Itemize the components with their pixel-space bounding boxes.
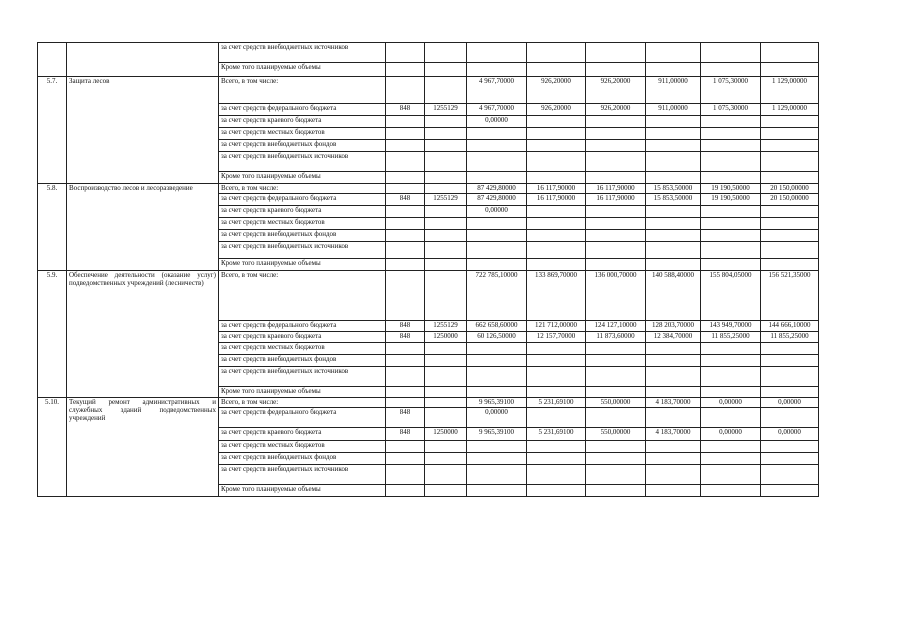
year-value xyxy=(701,140,761,152)
year-value xyxy=(646,387,701,398)
year-value xyxy=(646,116,701,128)
year-value: 143 949,70000 xyxy=(701,321,761,332)
funding-source: за счет средств федерального бюджета xyxy=(219,408,386,428)
year-value xyxy=(527,453,586,465)
funding-source: за счет средств внебюджетных источников xyxy=(219,465,386,485)
year-value: 124 127,10000 xyxy=(586,321,646,332)
year-value: 144 666,10000 xyxy=(761,321,819,332)
year-value xyxy=(586,485,646,497)
year-value xyxy=(527,441,586,453)
year-value: 155 804,05000 xyxy=(701,271,761,321)
year-value: 16 117,90000 xyxy=(527,184,586,194)
item-number xyxy=(38,43,67,77)
year-value xyxy=(701,485,761,497)
year-value xyxy=(761,152,819,172)
budget-code xyxy=(386,230,425,242)
year-value xyxy=(701,230,761,242)
table-row xyxy=(38,77,819,104)
budget-code xyxy=(386,259,425,271)
year-value: 0,00000 xyxy=(761,398,819,408)
funding-source: Всего, в том числе: xyxy=(219,77,386,104)
budget-code xyxy=(386,441,425,453)
table-row xyxy=(38,43,819,63)
budget-code xyxy=(386,218,425,230)
year-value xyxy=(586,441,646,453)
item-name xyxy=(67,43,219,77)
year-value: 156 521,35000 xyxy=(761,271,819,321)
year-value xyxy=(701,367,761,387)
year-value xyxy=(527,242,586,259)
year-value xyxy=(646,441,701,453)
budget-code: 848 xyxy=(386,194,425,206)
total-value xyxy=(467,230,527,242)
funding-source: за счет средств федерального бюджета xyxy=(219,194,386,206)
year-value xyxy=(527,172,586,184)
total-value: 60 126,50000 xyxy=(467,332,527,343)
year-value: 550,00000 xyxy=(586,398,646,408)
total-value: 87 429,80000 xyxy=(467,194,527,206)
table-row xyxy=(38,271,819,321)
year-value xyxy=(586,453,646,465)
year-value: 0,00000 xyxy=(701,428,761,441)
item-name: Текущий ремонт административных и служебных зданий подведомственных учреждений xyxy=(67,398,219,497)
total-value: 9 965,39100 xyxy=(467,398,527,408)
year-value: 15 853,50000 xyxy=(646,184,701,194)
year-value xyxy=(586,172,646,184)
budget-subcode xyxy=(425,398,467,408)
year-value: 550,00000 xyxy=(586,428,646,441)
year-value xyxy=(527,152,586,172)
budget-subcode xyxy=(425,172,467,184)
year-value: 15 853,50000 xyxy=(646,194,701,206)
year-value xyxy=(701,441,761,453)
funding-source: за счет средств внебюджетных фондов xyxy=(219,453,386,465)
budget-code xyxy=(386,271,425,321)
year-value xyxy=(646,63,701,77)
budget-subcode: 1255129 xyxy=(425,104,467,116)
funding-source: за счет средств внебюджетных фондов xyxy=(219,230,386,242)
budget-code xyxy=(386,116,425,128)
year-value xyxy=(701,63,761,77)
budget-subcode xyxy=(425,408,467,428)
funding-source: за счет средств местных бюджетов xyxy=(219,343,386,355)
year-value xyxy=(586,140,646,152)
total-value xyxy=(467,465,527,485)
budget-table xyxy=(37,42,819,497)
year-value xyxy=(527,485,586,497)
year-value xyxy=(761,218,819,230)
total-value: 0,00000 xyxy=(467,116,527,128)
total-value xyxy=(467,367,527,387)
year-value: 11 873,60000 xyxy=(586,332,646,343)
year-value xyxy=(701,206,761,218)
funding-source: за счет средств местных бюджетов xyxy=(219,218,386,230)
total-value: 87 429,80000 xyxy=(467,184,527,194)
year-value: 4 183,70000 xyxy=(646,398,701,408)
budget-subcode xyxy=(425,116,467,128)
funding-source: Кроме того планируемые объемы xyxy=(219,387,386,398)
budget-table-body xyxy=(38,43,819,497)
funding-source: за счет средств внебюджетных фондов xyxy=(219,140,386,152)
year-value xyxy=(761,259,819,271)
budget-code xyxy=(386,206,425,218)
item-name: Воспроизводство лесов и лесоразведение xyxy=(67,184,219,271)
year-value: 1 075,30000 xyxy=(701,104,761,116)
budget-code xyxy=(386,77,425,104)
funding-source: за счет средств внебюджетных источников xyxy=(219,43,386,63)
year-value xyxy=(761,343,819,355)
budget-code xyxy=(386,485,425,497)
year-value xyxy=(646,140,701,152)
funding-source: Кроме того планируемые объемы xyxy=(219,172,386,184)
year-value xyxy=(527,343,586,355)
item-name: Защита лесов xyxy=(67,77,219,184)
budget-subcode: 1250000 xyxy=(425,428,467,441)
year-value xyxy=(646,453,701,465)
year-value xyxy=(701,218,761,230)
year-value: 19 190,50000 xyxy=(701,194,761,206)
year-value xyxy=(761,63,819,77)
year-value xyxy=(646,172,701,184)
total-value: 4 967,70000 xyxy=(467,77,527,104)
funding-source: за счет средств местных бюджетов xyxy=(219,441,386,453)
year-value xyxy=(586,128,646,140)
budget-subcode xyxy=(425,140,467,152)
funding-source: Всего, в том числе: xyxy=(219,271,386,321)
year-value xyxy=(761,172,819,184)
budget-code xyxy=(386,343,425,355)
year-value xyxy=(527,367,586,387)
budget-subcode xyxy=(425,128,467,140)
year-value: 0,00000 xyxy=(761,428,819,441)
total-value xyxy=(467,140,527,152)
year-value: 5 231,69100 xyxy=(527,428,586,441)
total-value: 0,00000 xyxy=(467,408,527,428)
funding-source: Кроме того планируемые объемы xyxy=(219,259,386,271)
budget-subcode: 1255129 xyxy=(425,321,467,332)
year-value: 1 129,00000 xyxy=(761,104,819,116)
year-value xyxy=(761,128,819,140)
year-value xyxy=(646,152,701,172)
funding-source: за счет средств внебюджетных фондов xyxy=(219,355,386,367)
year-value: 5 231,69100 xyxy=(527,398,586,408)
item-number: 5.7. xyxy=(38,77,67,184)
item-number: 5.9. xyxy=(38,271,67,398)
year-value xyxy=(527,218,586,230)
year-value xyxy=(527,387,586,398)
item-number: 5.10. xyxy=(38,398,67,497)
year-value: 1 075,30000 xyxy=(701,77,761,104)
year-value xyxy=(646,367,701,387)
year-value xyxy=(761,355,819,367)
budget-code xyxy=(386,184,425,194)
year-value xyxy=(761,43,819,63)
year-value xyxy=(761,387,819,398)
year-value xyxy=(527,259,586,271)
year-value xyxy=(701,116,761,128)
total-value: 662 658,60000 xyxy=(467,321,527,332)
budget-code xyxy=(386,43,425,63)
year-value xyxy=(586,408,646,428)
year-value: 140 588,40000 xyxy=(646,271,701,321)
budget-subcode xyxy=(425,387,467,398)
year-value: 4 183,70000 xyxy=(646,428,701,441)
budget-code xyxy=(386,242,425,259)
item-name: Обеспечение деятельности (оказание услуг) подведомственных учреждений (лесничеств) xyxy=(67,271,219,398)
budget-subcode xyxy=(425,343,467,355)
year-value xyxy=(586,63,646,77)
year-value xyxy=(701,128,761,140)
funding-source: Кроме того планируемые объемы xyxy=(219,63,386,77)
year-value: 128 203,70000 xyxy=(646,321,701,332)
year-value xyxy=(646,218,701,230)
year-value xyxy=(761,441,819,453)
year-value xyxy=(646,242,701,259)
year-value xyxy=(761,242,819,259)
year-value: 133 869,70000 xyxy=(527,271,586,321)
year-value: 12 157,70000 xyxy=(527,332,586,343)
total-value xyxy=(467,218,527,230)
budget-subcode xyxy=(425,453,467,465)
year-value: 1 129,00000 xyxy=(761,77,819,104)
year-value xyxy=(527,465,586,485)
total-value xyxy=(467,485,527,497)
total-value xyxy=(467,128,527,140)
year-value: 136 000,70000 xyxy=(586,271,646,321)
year-value xyxy=(646,465,701,485)
total-value xyxy=(467,453,527,465)
budget-subcode xyxy=(425,152,467,172)
year-value xyxy=(586,206,646,218)
year-value xyxy=(646,43,701,63)
budget-code xyxy=(386,387,425,398)
year-value: 16 117,90000 xyxy=(586,194,646,206)
year-value xyxy=(761,453,819,465)
year-value xyxy=(527,116,586,128)
total-value xyxy=(467,63,527,77)
year-value xyxy=(646,408,701,428)
table-row xyxy=(38,184,819,194)
year-value: 926,20000 xyxy=(586,77,646,104)
year-value: 911,00000 xyxy=(646,77,701,104)
year-value: 926,20000 xyxy=(527,104,586,116)
funding-source: за счет средств федерального бюджета xyxy=(219,321,386,332)
budget-code xyxy=(386,465,425,485)
budget-subcode xyxy=(425,230,467,242)
budget-code: 848 xyxy=(386,104,425,116)
year-value: 911,00000 xyxy=(646,104,701,116)
funding-source: за счет средств местных бюджетов xyxy=(219,128,386,140)
funding-source: Кроме того планируемые объемы xyxy=(219,485,386,497)
budget-subcode xyxy=(425,441,467,453)
year-value: 16 117,90000 xyxy=(586,184,646,194)
year-value xyxy=(527,230,586,242)
total-value: 9 965,39100 xyxy=(467,428,527,441)
budget-subcode xyxy=(425,206,467,218)
year-value xyxy=(761,116,819,128)
table-row xyxy=(38,398,819,408)
total-value xyxy=(467,387,527,398)
year-value xyxy=(761,367,819,387)
year-value xyxy=(701,408,761,428)
year-value xyxy=(527,355,586,367)
budget-subcode xyxy=(425,63,467,77)
year-value xyxy=(586,343,646,355)
year-value: 0,00000 xyxy=(701,398,761,408)
year-value xyxy=(761,206,819,218)
total-value: 4 967,70000 xyxy=(467,104,527,116)
year-value xyxy=(586,387,646,398)
budget-subcode xyxy=(425,485,467,497)
item-number: 5.8. xyxy=(38,184,67,271)
budget-code xyxy=(386,398,425,408)
year-value xyxy=(701,343,761,355)
funding-source: за счет средств внебюджетных источников xyxy=(219,367,386,387)
budget-subcode xyxy=(425,259,467,271)
funding-source: Всего, в том числе: xyxy=(219,398,386,408)
year-value: 926,20000 xyxy=(527,77,586,104)
year-value xyxy=(761,485,819,497)
funding-source: за счет средств внебюджетных источников xyxy=(219,242,386,259)
year-value xyxy=(701,259,761,271)
funding-source: за счет средств федерального бюджета xyxy=(219,104,386,116)
total-value xyxy=(467,343,527,355)
year-value xyxy=(646,343,701,355)
budget-subcode: 1255129 xyxy=(425,194,467,206)
year-value: 20 150,00000 xyxy=(761,184,819,194)
budget-subcode: 1250000 xyxy=(425,332,467,343)
year-value xyxy=(586,152,646,172)
budget-subcode xyxy=(425,271,467,321)
year-value xyxy=(646,259,701,271)
year-value xyxy=(761,140,819,152)
year-value xyxy=(646,230,701,242)
year-value xyxy=(761,465,819,485)
year-value xyxy=(701,387,761,398)
funding-source: за счет средств краевого бюджета xyxy=(219,428,386,441)
total-value xyxy=(467,441,527,453)
budget-subcode xyxy=(425,184,467,194)
year-value: 12 384,70000 xyxy=(646,332,701,343)
year-value xyxy=(646,485,701,497)
year-value xyxy=(586,116,646,128)
year-value xyxy=(646,206,701,218)
year-value xyxy=(646,355,701,367)
budget-code xyxy=(386,128,425,140)
budget-code xyxy=(386,172,425,184)
year-value xyxy=(701,355,761,367)
year-value xyxy=(701,453,761,465)
year-value xyxy=(527,206,586,218)
year-value xyxy=(527,408,586,428)
total-value xyxy=(467,152,527,172)
year-value xyxy=(761,230,819,242)
year-value xyxy=(646,128,701,140)
funding-source: за счет средств краевого бюджета xyxy=(219,206,386,218)
year-value xyxy=(527,140,586,152)
year-value xyxy=(701,242,761,259)
budget-subcode xyxy=(425,218,467,230)
budget-code: 848 xyxy=(386,408,425,428)
year-value xyxy=(586,242,646,259)
year-value xyxy=(586,218,646,230)
year-value: 121 712,00000 xyxy=(527,321,586,332)
budget-code xyxy=(386,152,425,172)
budget-code xyxy=(386,63,425,77)
year-value: 11 855,25000 xyxy=(761,332,819,343)
budget-code xyxy=(386,453,425,465)
year-value xyxy=(527,43,586,63)
year-value xyxy=(586,465,646,485)
funding-source: за счет средств краевого бюджета xyxy=(219,332,386,343)
budget-subcode xyxy=(425,355,467,367)
year-value: 16 117,90000 xyxy=(527,194,586,206)
year-value xyxy=(701,172,761,184)
year-value xyxy=(701,152,761,172)
total-value xyxy=(467,242,527,259)
budget-subcode xyxy=(425,77,467,104)
year-value xyxy=(701,43,761,63)
total-value xyxy=(467,259,527,271)
total-value xyxy=(467,355,527,367)
budget-subcode xyxy=(425,367,467,387)
year-value: 20 150,00000 xyxy=(761,194,819,206)
budget-code: 848 xyxy=(386,332,425,343)
budget-code: 848 xyxy=(386,321,425,332)
total-value: 0,00000 xyxy=(467,206,527,218)
funding-source: Всего, в том числе: xyxy=(219,184,386,194)
year-value xyxy=(761,408,819,428)
funding-source: за счет средств внебюджетных источников xyxy=(219,152,386,172)
year-value xyxy=(586,355,646,367)
year-value xyxy=(586,230,646,242)
budget-subcode xyxy=(425,465,467,485)
budget-code xyxy=(386,140,425,152)
budget-code: 848 xyxy=(386,428,425,441)
budget-subcode xyxy=(425,43,467,63)
total-value xyxy=(467,43,527,63)
year-value xyxy=(527,63,586,77)
year-value xyxy=(586,259,646,271)
year-value: 926,20000 xyxy=(586,104,646,116)
total-value xyxy=(467,172,527,184)
year-value: 19 190,50000 xyxy=(701,184,761,194)
total-value: 722 785,10000 xyxy=(467,271,527,321)
year-value xyxy=(586,367,646,387)
budget-code xyxy=(386,367,425,387)
year-value xyxy=(527,128,586,140)
budget-code xyxy=(386,355,425,367)
year-value: 11 855,25000 xyxy=(701,332,761,343)
budget-subcode xyxy=(425,242,467,259)
funding-source: за счет средств краевого бюджета xyxy=(219,116,386,128)
year-value xyxy=(586,43,646,63)
year-value xyxy=(701,465,761,485)
